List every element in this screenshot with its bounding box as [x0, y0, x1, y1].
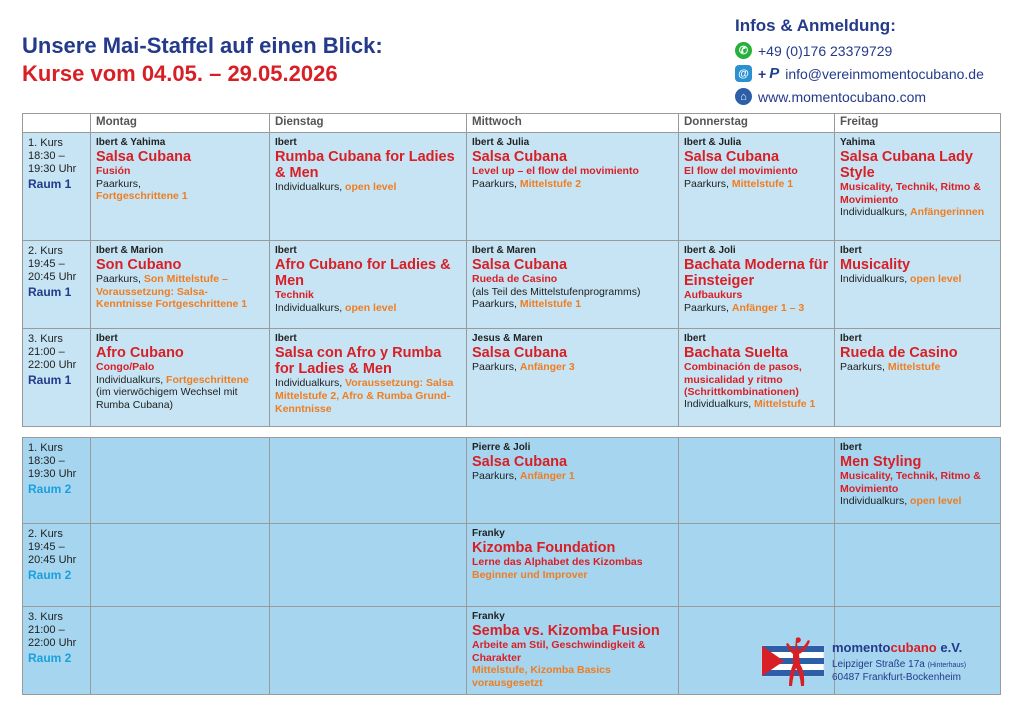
course-level: open level [910, 273, 962, 286]
course-title: Salsa Cubana [684, 149, 780, 165]
course-type: Individualkurs, [96, 373, 164, 386]
course-level: open level [345, 301, 397, 314]
course-cell [467, 133, 679, 241]
time-cell [23, 607, 91, 695]
course-cell [270, 329, 467, 427]
web-link[interactable]: www.momentocubano.com [758, 88, 927, 105]
teacher: Franky [472, 611, 505, 622]
empty-cell [270, 438, 467, 524]
header-day-mittwoch: Mittwoch [467, 114, 679, 133]
course-title: Salsa Cubana [472, 454, 568, 470]
empty-cell [270, 524, 467, 607]
kurs-label: 1. Kurs [28, 137, 63, 149]
teacher: Ibert [275, 245, 297, 256]
course-title: Men Styling [840, 454, 922, 470]
time-cell [23, 524, 91, 607]
teacher: Ibert & Julia [472, 137, 530, 148]
paypal-icon: P [769, 65, 780, 82]
empty-cell [91, 607, 270, 695]
phone-link[interactable]: +49 (0)176 23379729 [758, 42, 893, 59]
course-subtitle: Technik [275, 289, 314, 302]
phone-row [735, 39, 1020, 62]
course-level: Voraussetzung: Salsa Mittelstufe 2, Afro & Rumba Grund-Kenntnisse [275, 377, 454, 415]
course-type: Individualkurs, [684, 398, 752, 411]
empty-cell [679, 438, 835, 524]
table-row [23, 524, 1001, 607]
course-level: Mittelstufe 1 [754, 398, 816, 411]
course-cell [467, 329, 679, 427]
course-type: Individualkurs, [275, 377, 343, 390]
table-row [23, 438, 1001, 524]
course-cell [467, 524, 679, 607]
course-subtitle: Congo/Palo [96, 361, 155, 374]
empty-cell [91, 438, 270, 524]
course-level: Mittelstufe [887, 361, 941, 374]
kurs-label: 3. Kurs [28, 611, 63, 623]
time-cell [23, 133, 91, 241]
course-subtitle: Combinación de pasos, musicalidad y ritmo (Schrittkombinationen) [684, 361, 802, 398]
course-type: Paarkurs, [472, 470, 517, 483]
course-title: Salsa Cubana [472, 345, 568, 361]
course-title: Bachata Moderna für Einsteiger [684, 257, 829, 290]
header-empty [23, 114, 91, 133]
teacher: Ibert [275, 333, 297, 344]
teacher: Ibert & Joli [684, 245, 736, 256]
course-cell [679, 133, 835, 241]
address [832, 658, 966, 684]
course-subtitle: Level up – el flow del movimiento [472, 165, 639, 178]
teacher: Ibert [840, 333, 862, 344]
course-note: (als Teil des Mittelstufenprogramms) [472, 285, 641, 298]
course-type: Paarkurs, [684, 177, 729, 190]
course-title: Semba vs. Kizomba Fusion [472, 623, 660, 639]
time-from: 18:30 – [28, 150, 65, 163]
table-row [23, 329, 1001, 427]
page-title: Unsere Mai-Staffel auf einen Blick: [22, 33, 383, 58]
time-to: 22:00 Uhr [28, 359, 77, 372]
teacher: Ibert & Maren [472, 245, 536, 256]
teacher: Ibert [840, 245, 862, 256]
empty-cell [270, 607, 467, 695]
time-to: 20:45 Uhr [28, 271, 77, 284]
course-title: Afro Cubano [96, 345, 184, 361]
course-type: Paarkurs, [96, 177, 141, 190]
home-icon: ⌂ [735, 88, 752, 105]
course-subtitle: Musicality, Technik, Ritmo & Movimiento [840, 181, 981, 206]
course-level: open level [345, 181, 397, 194]
course-level: Anfänger 1 – 3 [731, 301, 805, 314]
page-subtitle: Kurse vom 04.05. – 29.05.2026 [22, 61, 338, 86]
empty-cell [91, 524, 270, 607]
course-note: (im vierwöchigem Wechsel mit Rumba Cubana) [96, 386, 238, 411]
time-to: 19:30 Uhr [28, 468, 77, 481]
teacher: Ibert [275, 137, 297, 148]
course-type: Individualkurs, [840, 494, 908, 507]
course-cell [270, 133, 467, 241]
teacher: Ibert & Marion [96, 245, 164, 256]
address-city: 60487 Frankfurt-Bockenheim [832, 672, 961, 683]
course-subtitle: Rueda de Casino [472, 273, 558, 286]
email-row [735, 62, 1020, 85]
course-level: Anfänger 1 [519, 470, 575, 483]
time-from: 18:30 – [28, 455, 65, 468]
course-level: Anfängerinnen [910, 206, 985, 219]
course-title: Salsa Cubana [472, 257, 568, 273]
kurs-label: 2. Kurs [28, 528, 63, 540]
course-cell [835, 133, 1001, 241]
email-link[interactable]: info@vereinmomentocubano.de [785, 65, 984, 82]
time-to: 20:45 Uhr [28, 554, 77, 567]
whatsapp-icon: ✆ [735, 42, 752, 59]
kurs-label: 1. Kurs [28, 442, 63, 454]
course-level: Anfänger 3 [519, 361, 575, 374]
teacher: Ibert [840, 442, 862, 453]
course-type: Paarkurs, [684, 301, 729, 314]
time-to: 19:30 Uhr [28, 163, 77, 176]
course-cell [835, 241, 1001, 329]
header-row [23, 114, 1001, 133]
organization-logo [760, 632, 1010, 692]
time-cell [23, 438, 91, 524]
course-level: Mittelstufe, Kizomba Basics vorausgesetzt [472, 663, 611, 689]
course-cell [270, 241, 467, 329]
header-day-freitag: Freitag [835, 114, 1001, 133]
course-type: Individualkurs, [275, 301, 343, 314]
course-type: Individualkurs, [840, 273, 908, 286]
plus-sign: + [758, 65, 767, 82]
web-row [735, 85, 1020, 108]
table-row [23, 133, 1001, 241]
time-to: 22:00 Uhr [28, 637, 77, 650]
course-type: Paarkurs, [472, 177, 517, 190]
course-level: Fortgeschrittene 1 [96, 190, 188, 203]
teacher: Franky [472, 528, 505, 539]
course-title: Rumba Cubana for Ladies & Men [275, 149, 455, 182]
course-level: open level [910, 494, 962, 507]
course-title: Afro Cubano for Ladies & Men [275, 257, 451, 290]
course-level: Son Mittelstufe – Voraussetzung: Salsa-Kenntnisse Fortgeschrittene 1 [96, 273, 248, 311]
room-label: Raum 1 [28, 176, 72, 191]
course-level: Fortgeschrittene [166, 373, 249, 386]
course-cell [835, 329, 1001, 427]
course-cell [835, 438, 1001, 524]
time-cell [23, 329, 91, 427]
course-title: Salsa Cubana Lady Style [840, 149, 973, 182]
header-day-dienstag: Dienstag [270, 114, 467, 133]
teacher: Pierre & Joli [472, 442, 531, 453]
room-label: Raum 1 [28, 372, 72, 387]
course-title: Bachata Suelta [684, 345, 788, 361]
logo-name-part-c: e.V. [936, 640, 963, 655]
time-from: 21:00 – [28, 346, 65, 359]
teacher: Ibert & Yahima [96, 137, 166, 148]
time-cell [23, 241, 91, 329]
course-subtitle: Arbeite am Stil, Geschwindigkeit & Charakter [472, 639, 646, 664]
table-row [23, 241, 1001, 329]
course-title: Rueda de Casino [840, 345, 958, 361]
logo-name-part-a: momento [832, 640, 891, 655]
info-title: Infos & Anmeldung: [735, 16, 896, 35]
time-from: 21:00 – [28, 624, 65, 637]
at-icon: @ [735, 65, 752, 82]
teacher: Ibert & Julia [684, 137, 742, 148]
dancer-flag-logo-icon [760, 634, 828, 688]
course-type: Paarkurs, [840, 361, 885, 374]
course-subtitle: Musicality, Technik, Ritmo & Movimiento [840, 470, 981, 495]
course-cell [679, 329, 835, 427]
teacher: Ibert [684, 333, 706, 344]
course-cell [91, 329, 270, 427]
course-cell [467, 241, 679, 329]
time-from: 19:45 – [28, 541, 65, 554]
info-box [735, 16, 1020, 108]
schedule-table-raum-1 [22, 113, 1001, 427]
course-title: Kizomba Foundation [472, 540, 616, 556]
address-street: Leipziger Straße 17a [832, 659, 925, 670]
time-from: 19:45 – [28, 258, 65, 271]
course-subtitle: Fusión [96, 165, 131, 178]
header-day-donnerstag: Donnerstag [679, 114, 835, 133]
room-label: Raum 2 [28, 650, 72, 665]
teacher: Yahima [840, 137, 876, 148]
room-label: Raum 1 [28, 284, 72, 299]
course-level: Beginner und Improver [472, 568, 588, 581]
course-type: Individualkurs, [840, 206, 908, 219]
course-title: Salsa Cubana [472, 149, 568, 165]
course-cell [679, 241, 835, 329]
course-level: Mittelstufe 2 [519, 177, 582, 190]
course-title: Salsa con Afro y Rumba for Ladies & Men [275, 345, 442, 378]
course-cell [91, 133, 270, 241]
course-subtitle: Aufbaukurs [684, 289, 743, 302]
empty-cell [835, 524, 1001, 607]
kurs-label: 2. Kurs [28, 245, 63, 257]
course-level: Mittelstufe 1 [519, 298, 582, 311]
logo-name-part-b: cubano [890, 640, 937, 655]
course-type: Individualkurs, [275, 181, 343, 194]
teacher: Jesus & Maren [472, 333, 543, 344]
address-street-note: (Hinterhaus) [927, 662, 967, 669]
course-title: Salsa Cubana [96, 149, 192, 165]
kurs-label: 3. Kurs [28, 333, 63, 345]
course-subtitle: El flow del movimiento [684, 165, 798, 178]
room-label: Raum 2 [28, 481, 72, 496]
course-type: Paarkurs, [472, 298, 517, 311]
logo-name [832, 640, 962, 655]
course-title: Musicality [840, 257, 911, 273]
header-day-montag: Montag [91, 114, 270, 133]
course-level: Mittelstufe 1 [731, 177, 794, 190]
course-type: Paarkurs, [472, 361, 517, 374]
teacher: Ibert [96, 333, 118, 344]
course-type: Paarkurs, [96, 273, 141, 286]
course-cell [467, 607, 679, 695]
course-cell [91, 241, 270, 329]
course-title: Son Cubano [96, 257, 182, 273]
room-label: Raum 2 [28, 567, 72, 582]
course-cell [467, 438, 679, 524]
empty-cell [679, 524, 835, 607]
course-subtitle: Lerne das Alphabet des Kizombas [472, 556, 643, 569]
